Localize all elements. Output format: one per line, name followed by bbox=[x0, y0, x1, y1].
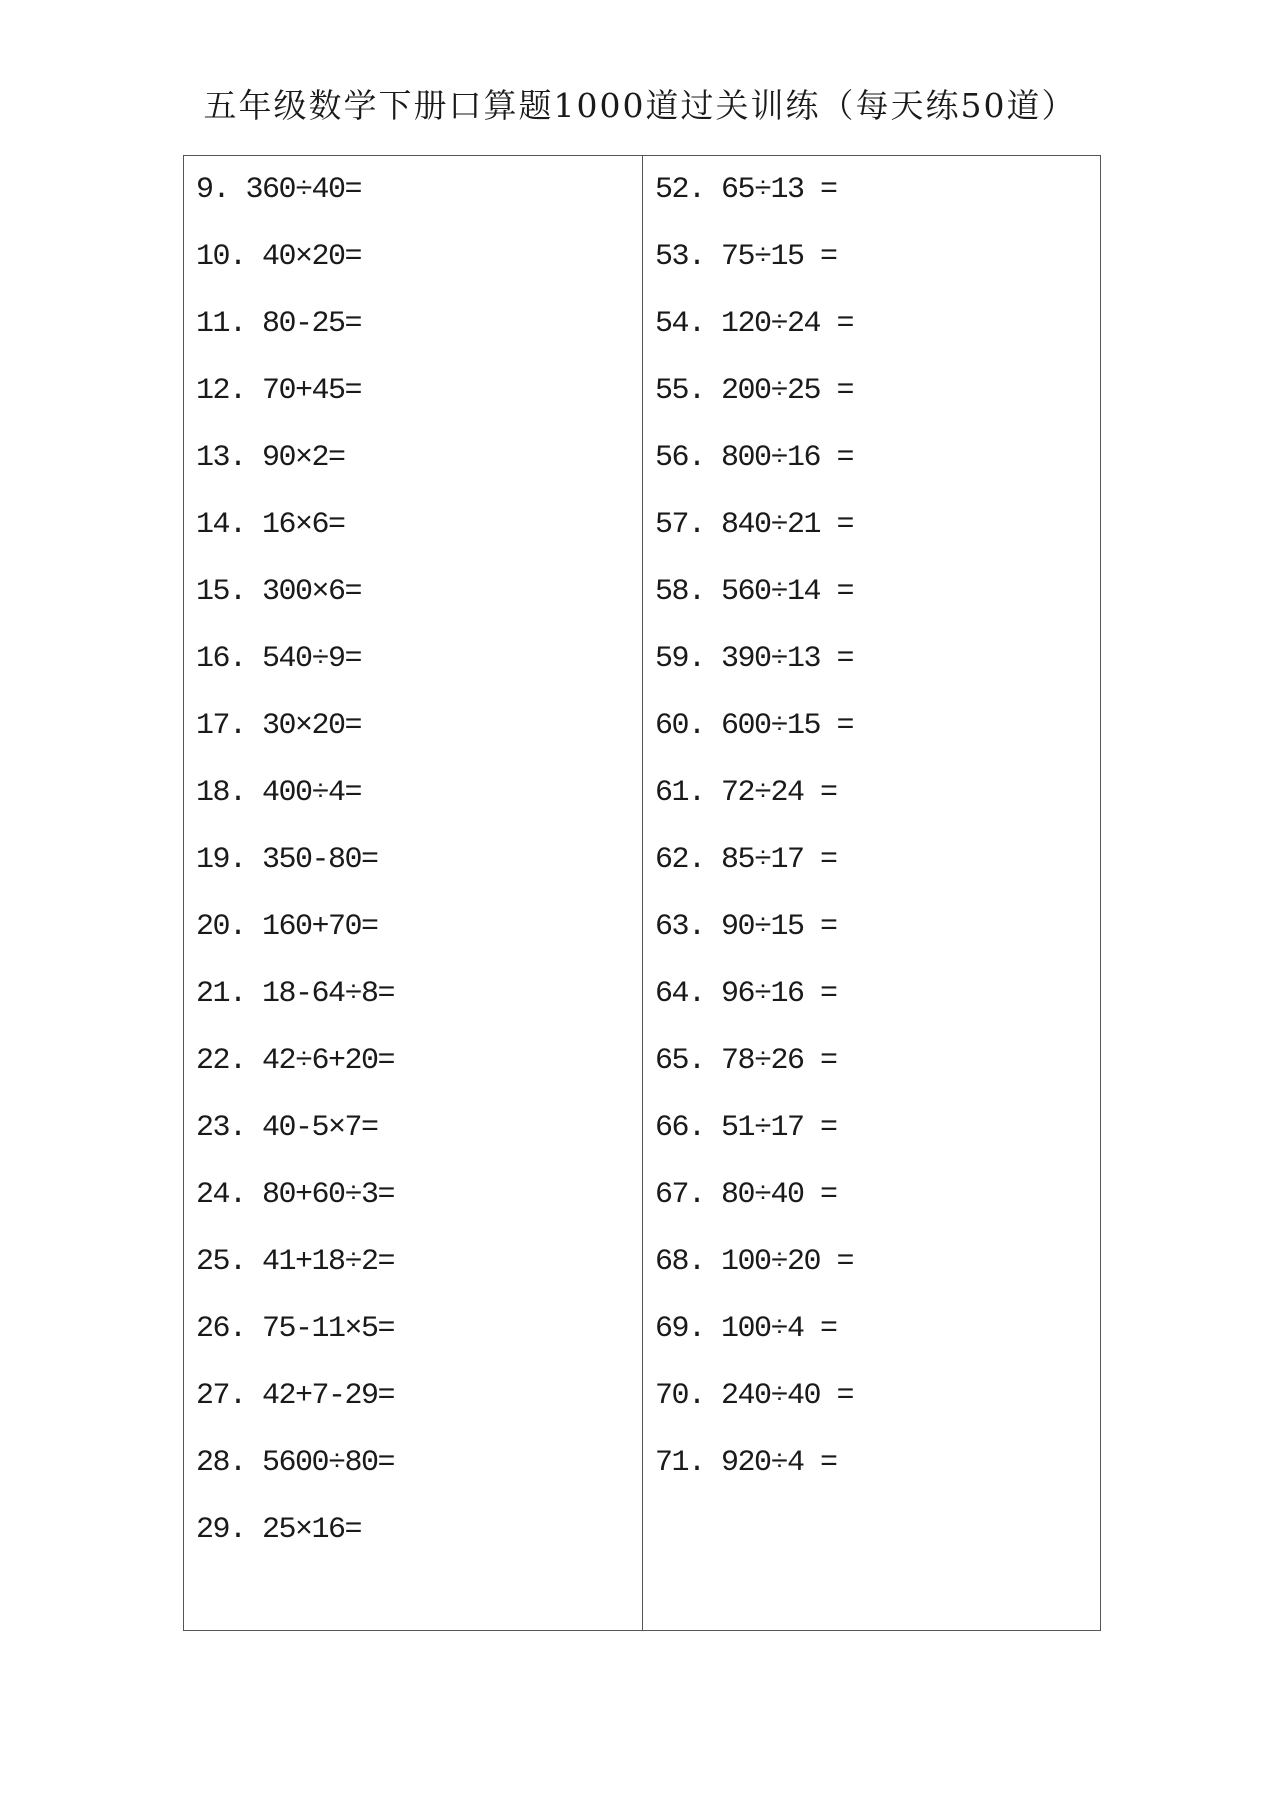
problem-item: 16. 540÷9= bbox=[196, 642, 362, 676]
problem-item: 19. 350-80= bbox=[196, 843, 378, 877]
problem-item: 13. 90×2= bbox=[196, 441, 345, 475]
problem-item: 66. 51÷17 = bbox=[655, 1111, 837, 1145]
problem-item: 53. 75÷15 = bbox=[655, 240, 837, 274]
problem-item: 28. 5600÷80= bbox=[196, 1446, 395, 1480]
problem-item: 64. 96÷16 = bbox=[655, 977, 837, 1011]
right-column bbox=[643, 156, 1100, 1630]
problem-item: 18. 400÷4= bbox=[196, 776, 362, 810]
problem-item: 17. 30×20= bbox=[196, 709, 362, 743]
problem-item: 58. 560÷14 = bbox=[655, 575, 854, 609]
problem-item: 56. 800÷16 = bbox=[655, 441, 854, 475]
problem-item: 67. 80÷40 = bbox=[655, 1178, 837, 1212]
problem-item: 10. 40×20= bbox=[196, 240, 362, 274]
left-column bbox=[184, 156, 643, 1630]
problem-table bbox=[183, 155, 1101, 1631]
problem-item: 71. 920÷4 = bbox=[655, 1446, 837, 1480]
problem-item: 62. 85÷17 = bbox=[655, 843, 837, 877]
problem-item: 15. 300×6= bbox=[196, 575, 362, 609]
problem-item: 68. 100÷20 = bbox=[655, 1245, 854, 1279]
problem-item: 63. 90÷15 = bbox=[655, 910, 837, 944]
problem-item: 22. 42÷6+20= bbox=[196, 1044, 395, 1078]
problem-item: 24. 80+60÷3= bbox=[196, 1178, 395, 1212]
page-title: 五年级数学下册口算题1000道过关训练（每天练50道） bbox=[203, 86, 1077, 125]
problem-item: 60. 600÷15 = bbox=[655, 709, 854, 743]
problem-item: 61. 72÷24 = bbox=[655, 776, 837, 810]
problem-item: 57. 840÷21 = bbox=[655, 508, 854, 542]
problem-item: 12. 70+45= bbox=[196, 374, 362, 408]
problem-item: 26. 75-11×5= bbox=[196, 1312, 395, 1346]
problem-item: 9. 360÷40= bbox=[196, 173, 362, 207]
problem-item: 65. 78÷26 = bbox=[655, 1044, 837, 1078]
problem-item: 21. 18-64÷8= bbox=[196, 977, 395, 1011]
problem-item: 11. 80-25= bbox=[196, 307, 362, 341]
problem-item: 54. 120÷24 = bbox=[655, 307, 854, 341]
problem-item: 27. 42+7-29= bbox=[196, 1379, 395, 1413]
problem-item: 52. 65÷13 = bbox=[655, 173, 837, 207]
problem-item: 14. 16×6= bbox=[196, 508, 345, 542]
problem-item: 70. 240÷40 = bbox=[655, 1379, 854, 1413]
problem-item: 69. 100÷4 = bbox=[655, 1312, 837, 1346]
problem-item: 23. 40-5×7= bbox=[196, 1111, 378, 1145]
problem-item: 29. 25×16= bbox=[196, 1513, 362, 1547]
problem-item: 59. 390÷13 = bbox=[655, 642, 854, 676]
problem-item: 25. 41+18÷2= bbox=[196, 1245, 395, 1279]
problem-item: 20. 160+70= bbox=[196, 910, 378, 944]
problem-item: 55. 200÷25 = bbox=[655, 374, 854, 408]
